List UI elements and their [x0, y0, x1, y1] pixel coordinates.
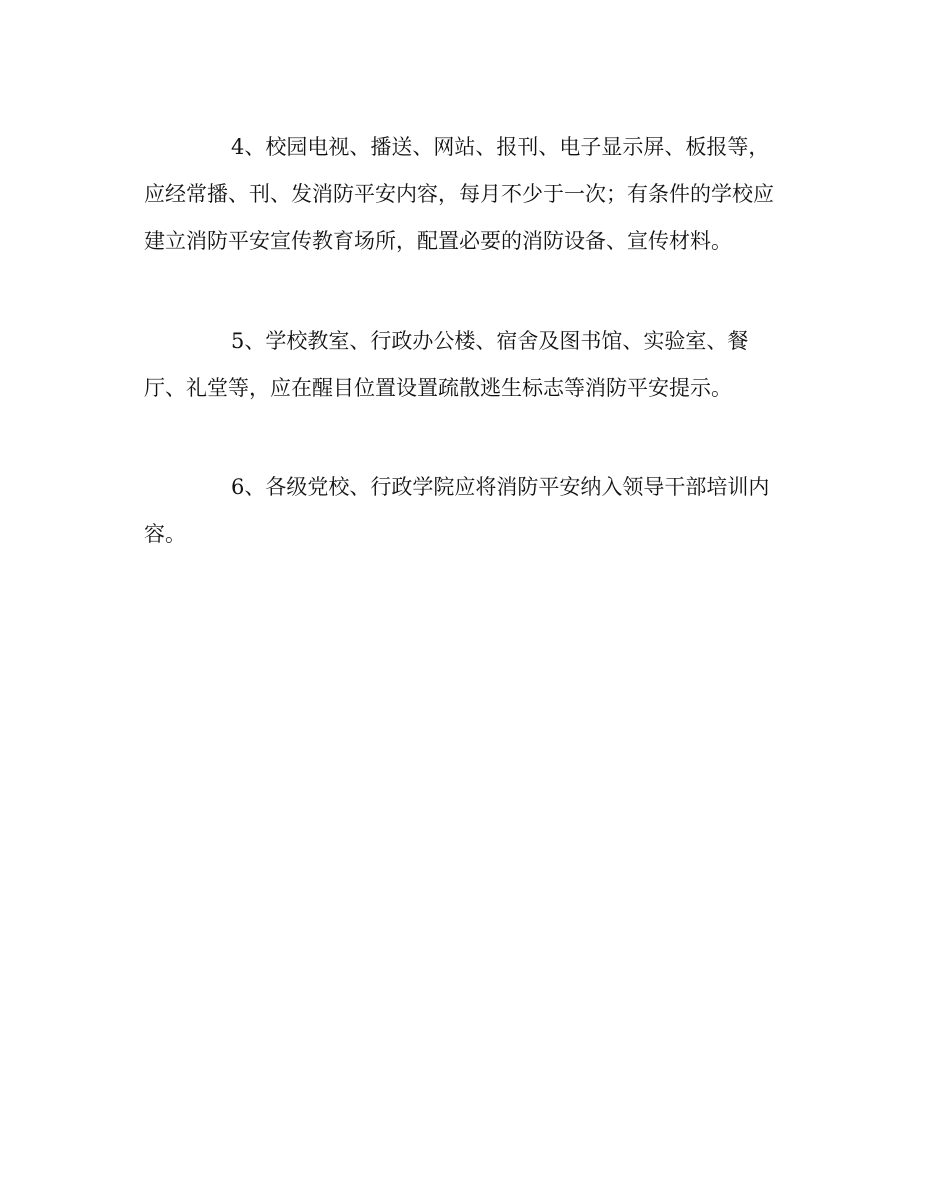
paragraph-line: 应经常播、刊、发消防平安内容，每月不少于一次；有条件的学校应 — [144, 182, 774, 206]
paragraph-4 — [144, 124, 814, 265]
paragraph-line: 4、校园电视、播送、网站、报刊、电子显示屏、板报等， — [231, 135, 770, 159]
paragraph-line: 5、学校教室、行政办公楼、宿舍及图书馆、实验室、餐 — [231, 329, 749, 353]
paragraph-line: 建立消防平安宣传教育场所，配置必要的消防设备、宣传材料。 — [144, 229, 732, 253]
paragraph-line: 6、各级党校、行政学院应将消防平安纳入领导干部培训内 — [231, 475, 770, 499]
paragraph-line: 厅、礼堂等，应在醒目位置设置疏散逃生标志等消防平安提示。 — [144, 376, 732, 400]
paragraph-6 — [144, 464, 814, 558]
paragraph-5 — [144, 318, 814, 412]
paragraph-line: 容。 — [144, 522, 186, 546]
